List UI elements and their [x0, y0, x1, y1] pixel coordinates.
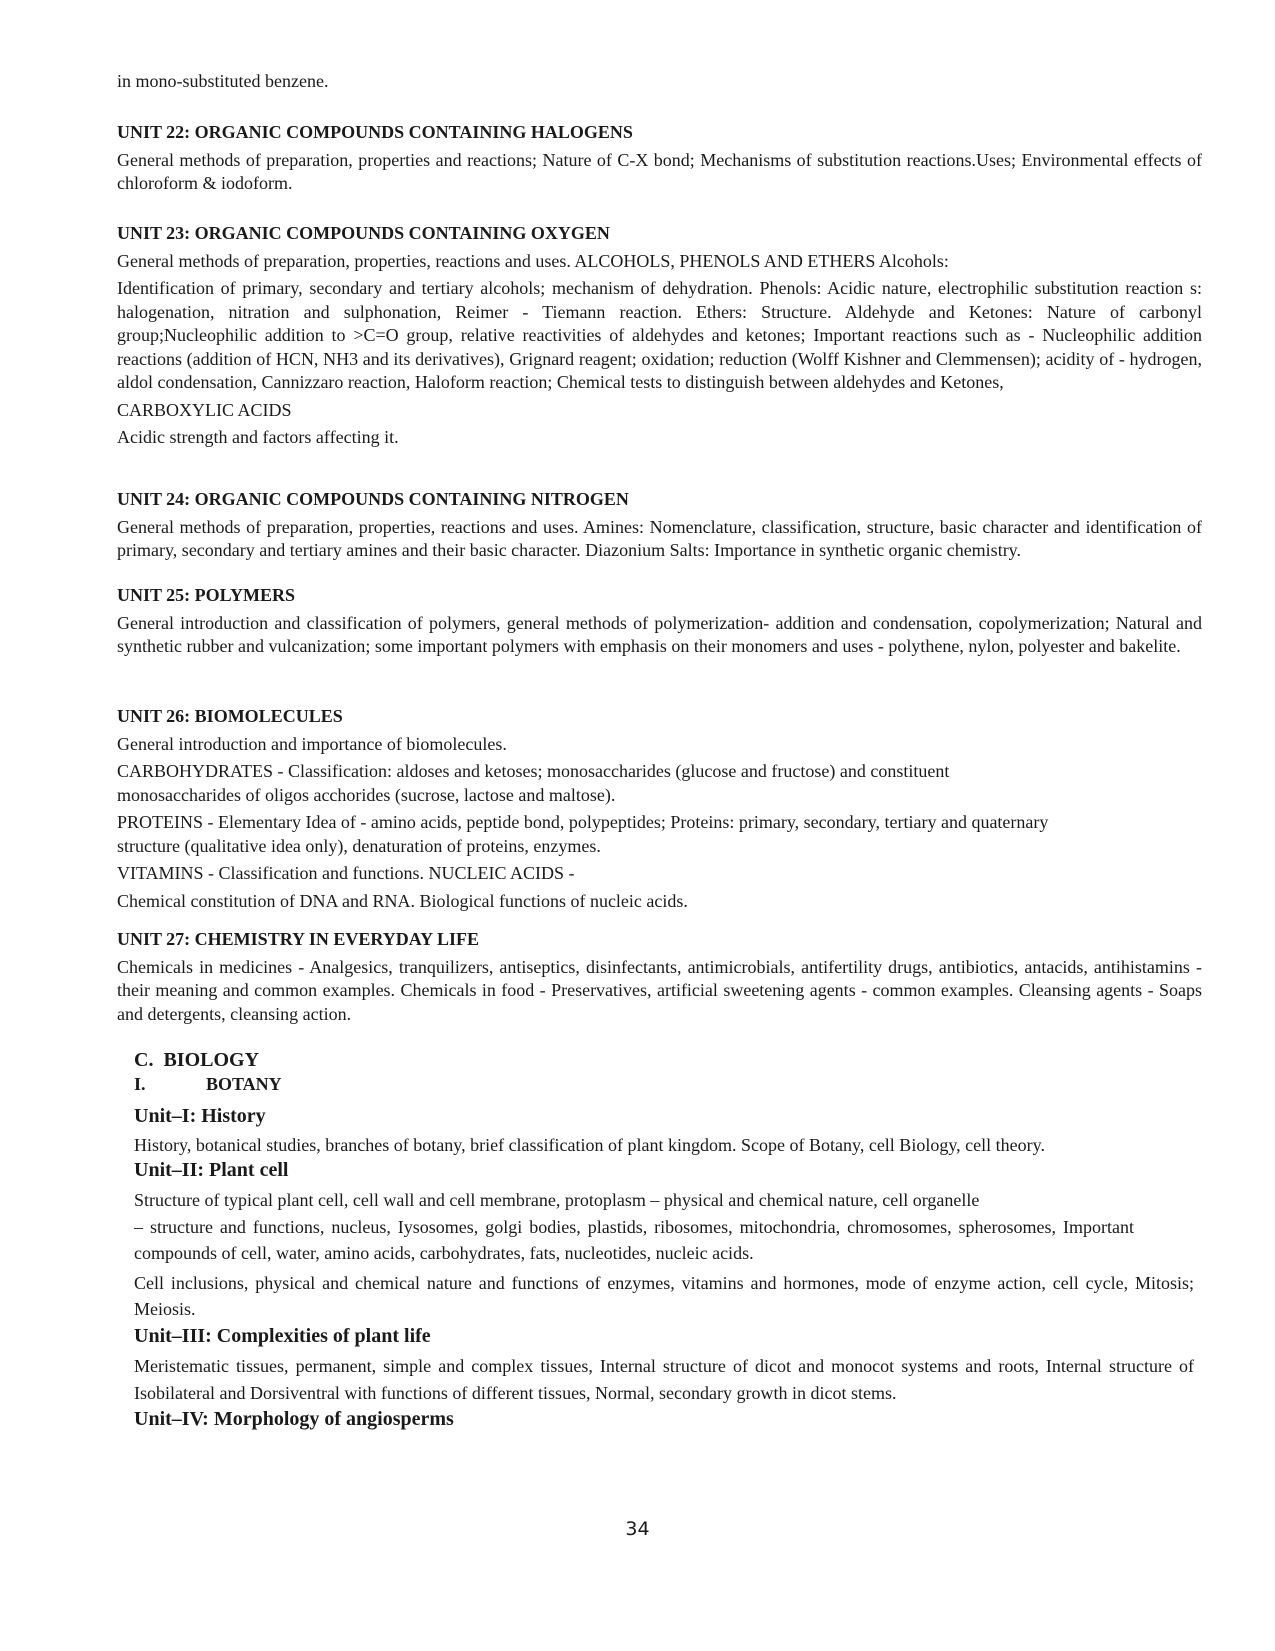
unit-26-paragraph-3: PROTEINS - Elementary Idea of - amino acids, peptide bond, polypeptides; Proteins: primary, secondary, tertiary and quaternary structure (qualitative idea only), denaturation of proteins, enzymes. — [117, 812, 1049, 856]
botany-unit-2-paragraph-2: Cell inclusions, physical and chemical nature and functions of enzymes, vitamins and hormones, mode of enzyme action, cell cycle, Mitosis; Meiosis. — [134, 1272, 1194, 1319]
unit-24-section — [117, 488, 1202, 563]
unit-27-paragraph: Chemicals in medicines - Analgesics, tranquilizers, antiseptics, disinfectants, antimicrobials, antifertility drugs, antibiotics, antacids, antihistamins - their meaning and common examples. Chemicals in food - Preservatives, artificial sweetening agents - common examples. Cleansing agents - Soaps and detergents, cleansing action. — [117, 956, 1202, 1024]
botany-unit-1 — [134, 1103, 1194, 1159]
unit-26-paragraph-2: CARBOHYDRATES - Classification: aldoses and ketoses; monosaccharides (glucose and fructose) and constituent monosaccharides of oligos acchorides (sucrose, lactose and maltose). — [117, 761, 950, 805]
unit-23-section — [117, 222, 1202, 450]
unit-26-heading: UNIT 26: BIOMOLECULES — [117, 706, 343, 726]
botany-unit-1-paragraph: History, botanical studies, branches of botany, brief classification of plant kingdom. Scope of Botany, cell Biology, cell theory. — [134, 1135, 1045, 1155]
unit-25-paragraph: General introduction and classification of polymers, general methods of polymerization- addition and condensation, copolymerization; Natural and synthetic rubber and vulcanization; some important polymers with emphasis on their monomers and uses - polythene, nylon, polyester and bakelite. — [117, 612, 1202, 656]
botany-unit-4-heading: Unit–IV: Morphology of angiosperms — [134, 1408, 454, 1430]
unit-22-section — [117, 121, 1202, 196]
unit-25-section — [117, 584, 1202, 659]
unit-26-paragraph-1: General introduction and importance of biomolecules. — [117, 733, 507, 754]
unit-22-heading: UNIT 22: ORGANIC COMPOUNDS CONTAINING HALOGENS — [117, 122, 633, 142]
botany-unit-2-paragraph-1b: – structure and functions, nucleus, Iysosomes, golgi bodies, plastids, ribosomes, mitochondria, chromosomes, spherosomes, Important compounds of cell, water, amino acids, carbohydrates, fats, nucleotides, nucleic acids. — [134, 1216, 1134, 1263]
unit-24-heading: UNIT 24: ORGANIC COMPOUNDS CONTAINING NITROGEN — [117, 489, 629, 509]
intro-text: in mono-substituted benzene. — [117, 71, 329, 91]
unit-23-paragraph-1: General methods of preparation, properties, reactions and uses. ALCOHOLS, PHENOLS AND ETHERS Alcohols: — [117, 250, 949, 271]
botany-title: BOTANY — [206, 1074, 282, 1094]
botany-unit-4 — [134, 1406, 1194, 1432]
botany-unit-2-heading: Unit–II: Plant cell — [134, 1159, 289, 1181]
botany-number: I. — [134, 1074, 146, 1094]
unit-24-paragraph: General methods of preparation, properties, reactions and uses. Amines: Nomenclature, classification, structure, basic character and identification of primary, secondary and tertiary amines and their basic character. Diazonium Salts: Importance in synthetic organic chemistry. — [117, 516, 1202, 560]
botany-unit-2 — [134, 1157, 1194, 1323]
page-number: 34 — [625, 1518, 650, 1540]
botany-unit-1-heading: Unit–I: History — [134, 1105, 266, 1127]
unit-27-section — [117, 928, 1202, 1026]
botany-unit-2-paragraph-1a: Structure of typical plant cell, cell wall and cell membrane, protoplasm – physical and chemical nature, cell organelle — [134, 1190, 980, 1210]
unit-26-paragraph-4: VITAMINS - Classification and functions. NUCLEIC ACIDS - — [117, 863, 575, 883]
unit-22-paragraph: General methods of preparation, properties and reactions; Nature of C-X bond; Mechanisms of substitution reactions.Uses; Environmental effects of chloroform & iodoform. — [117, 149, 1202, 193]
unit-23-heading: UNIT 23: ORGANIC COMPOUNDS CONTAINING OXYGEN — [117, 223, 610, 243]
unit-25-heading: UNIT 25: POLYMERS — [117, 585, 296, 605]
unit-23-paragraph-3: CARBOXYLIC ACIDS — [117, 399, 292, 420]
biology-section-header — [134, 1048, 1194, 1096]
biology-heading: C. BIOLOGY — [134, 1049, 260, 1071]
botany-unit-3-paragraph: Meristematic tissues, permanent, simple and complex tissues, Internal structure of dicot and monocot systems and roots, Internal structure of Isobilateral and Dorsiventral with functions of different tissues, Normal, secondary growth in dicot stems. — [134, 1356, 1194, 1403]
botany-unit-3-heading: Unit–III: Complexities of plant life — [134, 1325, 431, 1347]
unit-26-paragraph-5: Chemical constitution of DNA and RNA. Biological functions of nucleic acids. — [117, 890, 688, 911]
unit-26-section — [117, 705, 1202, 913]
unit-23-paragraph-2: Identification of primary, secondary and tertiary alcohols; mechanism of dehydration. Phenols: Acidic nature, electrophilic substitution reaction s: halogenation, nitration and sulphonation, Reimer - Tiemann reaction. Ethers: Structure. Aldehyde and Ketones: Nature of carbonyl group;Nucleophilic addition to >C=O group, relative reactivities of aldehydes and ketones; Important reactions such as - Nucleophilic addition reactions (addition of HCN, NH3 and its derivatives), Grignard reagent; oxidation; reduction (Wolff Kishner and Clemmensen); acidity of - hydrogen, aldol condensation, Cannizzaro reaction, Haloform reaction; Chemical tests to distinguish between aldehydes and Ketones, — [117, 278, 1202, 392]
unit-27-heading: UNIT 27: CHEMISTRY IN EVERYDAY LIFE — [117, 929, 479, 949]
unit-23-paragraph-4: Acidic strength and factors affecting it. — [117, 427, 399, 447]
botany-unit-3 — [134, 1323, 1194, 1406]
botany-subheading — [134, 1072, 1194, 1096]
intro-block — [117, 70, 1202, 94]
